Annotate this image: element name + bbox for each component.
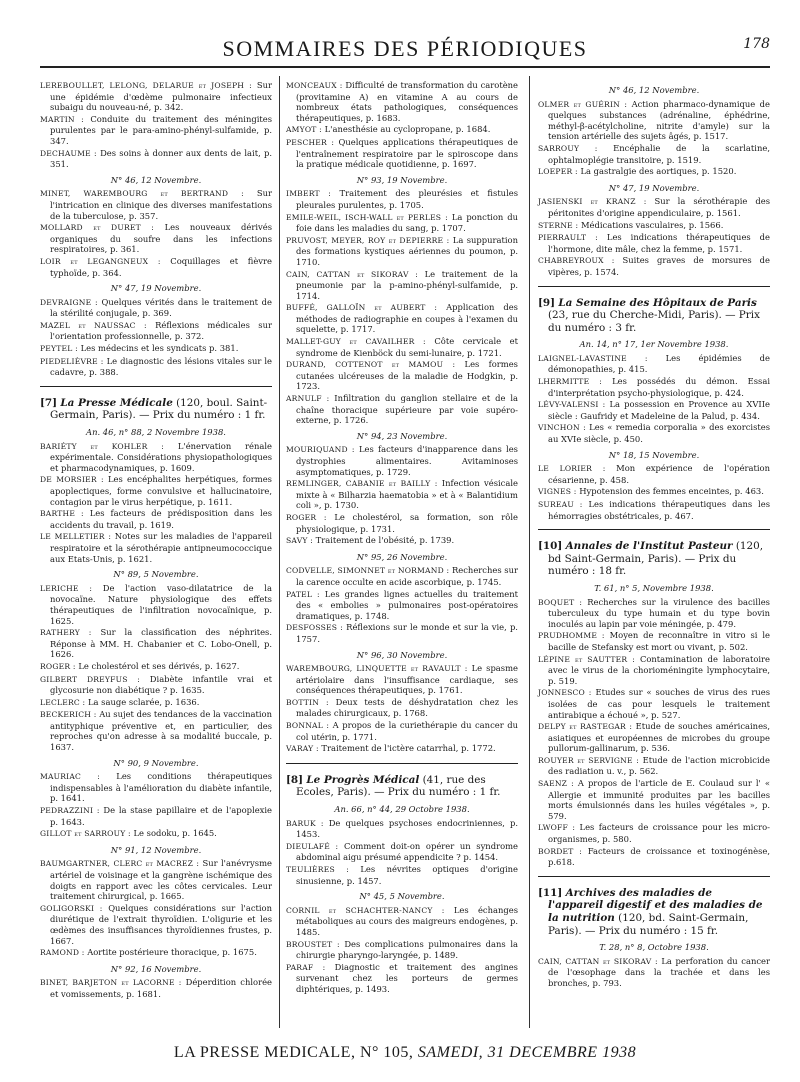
article-title: Diabète infantile vrai et glycosurie non diabétique ? p. 1635.: [50, 673, 272, 696]
issue-heading: N° 96, 30 Novembre.: [356, 649, 448, 660]
article-authors: BROUSTET :: [286, 939, 340, 949]
article-entry: [286, 697, 518, 719]
article-authors: LE MELLETIER :: [40, 532, 112, 542]
article-title: Quelques vérités dans le traitement de la stérilité conjugale, p. 369.: [50, 296, 272, 319]
journal-name: La Presse Médicale: [60, 396, 173, 409]
article-title: L'anesthésie au cyclopropane, p. 1684.: [324, 124, 491, 135]
article-authors: CAIN, CATTAN et SIKORAV :: [538, 956, 658, 966]
article-entry: [40, 222, 272, 255]
article-entry: [538, 399, 770, 421]
article-authors: SAVY :: [286, 536, 313, 546]
article-authors: CAIN, CATTAN et SIKORAV :: [286, 269, 418, 279]
article-authors: VINCHON :: [538, 423, 586, 433]
article-entry: [538, 422, 770, 444]
article-title: Recherches sur la virulence des bacilles tuberculeux du type humain et du type bovin inoculés au lapin par voie méningée, p. 479.: [548, 596, 770, 629]
article-entry: [538, 166, 770, 178]
issue-heading: N° 46, 12 Novembre.: [110, 174, 202, 185]
article-authors: LWOFF :: [538, 823, 576, 833]
article-authors: EMILE-WEIL, ISCH-WALL et PERLES :: [286, 212, 448, 222]
article-authors: DELPY et RASTEGAR :: [538, 722, 633, 732]
article-title: Les névrites optiques d'origine sinusienne, p. 1457.: [296, 864, 518, 886]
article-authors: PEDRAZZINI :: [40, 806, 100, 816]
article-authors: LOIR et LEGANGNEUX :: [40, 256, 161, 266]
article-entry: [286, 818, 518, 840]
page-footer: [40, 1044, 770, 1062]
article-authors: STERNE :: [538, 220, 579, 230]
article-title: Des soins à donner aux dents de lait, p. 351.: [50, 147, 273, 170]
journal-number: [8]: [286, 773, 304, 786]
article-entry: [286, 720, 518, 742]
article-entry: [538, 755, 770, 777]
issue-heading: N° 47, 19 Novembre.: [110, 283, 202, 294]
article-entry: [286, 302, 518, 335]
page-title: SOMMAIRES DES PÉRIODIQUES: [222, 36, 588, 61]
issue-heading: An. 46, n° 88, 2 Novembre 1938.: [86, 427, 226, 438]
journal-heading: [40, 397, 272, 422]
article-authors: BOTTIN :: [286, 697, 329, 707]
issue-heading: N° 95, 26 Novembre.: [356, 551, 448, 562]
article-title: La perforation du cancer de l'œsophage dans la trachée et dans les bronches, p. 793.: [548, 955, 770, 988]
article-authors: BUFFÉ, GALLOÏN et AUBERT :: [286, 303, 438, 313]
journal-details: (120, boul. Saint-Germain, Paris). — Prix du numéro : 1 fr.: [50, 396, 268, 422]
page-header: [40, 28, 770, 64]
article-authors: DURAND, COTTENOT et MAMOU :: [286, 360, 456, 370]
article-entry: [40, 947, 272, 959]
article-entry: [40, 80, 272, 113]
article-authors: BONNAL :: [286, 721, 330, 731]
column-divider: [529, 76, 530, 1028]
article-entry: [286, 841, 518, 863]
article-title: Suites graves de morsures de vipères, p. 1574.: [548, 255, 770, 277]
journal-heading: [538, 540, 770, 578]
article-title: Sur une épidémie d'œdème pulmonaire infectieux subaigu du nouveau-né, p. 342.: [50, 80, 272, 113]
article-entry: [286, 565, 518, 587]
article-entry: [286, 188, 518, 210]
journal-details: (120, bd. Saint-Germain, Paris). — Prix du numéro : 15 fr.: [548, 912, 749, 937]
article-entry: [538, 353, 770, 375]
article-entry: [286, 80, 518, 123]
article-authors: MONCEAUX :: [286, 81, 343, 90]
article-title: Infiltration du ganglion stellaire et de la chaîne thoracique supérieure par voie supéro-externe, p. 1726.: [296, 393, 518, 426]
journal-number: [7]: [40, 396, 58, 409]
article-entry: [40, 148, 272, 170]
column-divider: [279, 76, 280, 1028]
article-title: Facteurs de croissance et toxinogénèse, p.618.: [548, 845, 770, 868]
article-entry: [40, 661, 272, 673]
article-authors: LE LORIER :: [538, 464, 606, 474]
article-title: Les « remedia corporalia » des exorcistes au XVIe siècle, p. 450.: [548, 422, 771, 445]
article-entry: [40, 441, 272, 474]
article-title: De la stase papillaire et de l'apoplexie p. 1643.: [50, 805, 273, 827]
article-entry: [286, 864, 518, 886]
article-title: Etude de souches américaines, asiatiques et européennes de microbes du groupe pullorum-gallinarum, p. 536.: [548, 721, 770, 754]
issue-heading: An. 14, n° 17, 1er Novembre 1938.: [579, 339, 729, 350]
article-authors: WAREMBOURG, LINQUETTE et RAVAULT :: [286, 664, 468, 674]
article-entry: [286, 359, 518, 392]
issue-heading: T. 61, n° 5, Novembre 1938.: [594, 582, 714, 593]
journal-details: (23, rue du Cherche-Midi, Paris). — Prix du numéro : 3 fr.: [548, 309, 760, 334]
journal-number: [11]: [538, 886, 563, 899]
article-title: La gastralgie des aortiques, p. 1520.: [580, 166, 737, 177]
issue-heading: T. 28, n° 8, Octobre 1938.: [599, 942, 709, 953]
footer-date: SAMEDI, 31 DECEMBRE 1938: [417, 1044, 637, 1061]
article-title: Les grandes lignes actuelles du traitement des « embolies » pulmonaires post-opératoires dramatiques, p. 1748.: [296, 588, 518, 621]
article-authors: SARROUY :: [538, 143, 598, 153]
article-entry: [40, 508, 272, 530]
article-authors: PESCHER :: [286, 137, 335, 147]
article-entry: [286, 512, 518, 534]
article-authors: DE MORSIER :: [40, 475, 104, 485]
journal-details: (120, bd Saint-Germain, Paris). — Prix du numéro : 18 fr.: [548, 540, 764, 578]
article-authors: JASIENSKI et KRANZ :: [538, 197, 647, 207]
article-entry: [538, 220, 770, 232]
article-title: Coquillages et fièvre typhoïde, p. 364.: [50, 255, 272, 278]
article-entry: [538, 232, 770, 254]
article-authors: PARAF :: [286, 962, 326, 972]
article-title: Médications vasculaires, p. 1566.: [580, 219, 724, 230]
section-separator: [538, 876, 770, 877]
article-entry: [40, 903, 272, 946]
article-entry: [286, 336, 518, 358]
article-entry: [40, 977, 272, 999]
article-entry: [286, 589, 518, 622]
section-separator: [538, 529, 770, 530]
article-title: Réflexions médicales sur l'orientation professionnelle, p. 372.: [50, 319, 272, 342]
article-entry: [538, 654, 770, 687]
article-entry: [286, 393, 518, 426]
article-entry: [538, 486, 770, 498]
article-authors: PRUVOST, MEYER, ROY et DEPIERRE :: [286, 235, 450, 245]
article-title: Les indications thérapeutiques dans les hémorragies obstétricales, p. 467.: [548, 499, 770, 521]
article-entry: [538, 822, 770, 844]
article-entry: [40, 805, 272, 827]
journal-name: Archives des maladies de l'appareil digestif et des maladies de la nutrition: [548, 886, 763, 924]
issue-heading: N° 45, 5 Novembre.: [359, 891, 445, 902]
article-title: Le cholestérol, sa formation, son rôle physiologique, p. 1731.: [296, 511, 518, 534]
article-title: Réflexions sur le monde et sur la vie, p. 1757.: [296, 622, 518, 644]
issue-heading: N° 46, 12 Novembre.: [608, 85, 700, 95]
article-authors: OLMER et GUÉRIN :: [538, 99, 628, 109]
journal-number: [10]: [538, 540, 563, 553]
article-title: Deux tests de déshydratation chez les malades chirurgicaux, p. 1768.: [296, 696, 518, 719]
article-authors: BECKERICH :: [40, 710, 97, 720]
article-title: Le spasme artériolaire dans l'insuffisance cardiaque, ses conséquences thérapeutiques, p. 1761.: [296, 663, 518, 696]
article-entry: [286, 269, 518, 302]
article-entry: [286, 622, 518, 644]
article-title: La possession en Provence au XVIIe siècle : Gaufridy et Madeleine de la Palud, p. 434.: [548, 399, 771, 421]
article-entry: [40, 356, 272, 378]
article-entry: [40, 256, 272, 278]
article-title: Traitement de l'ictère catarrhal, p. 1772.: [321, 743, 496, 754]
issue-heading: N° 93, 19 Novembre.: [356, 174, 448, 185]
article-entry: [286, 905, 518, 938]
article-title: Etude de l'action microbicide des radiation u. v., p. 562.: [548, 754, 770, 777]
article-entry: [40, 583, 272, 626]
article-title: Sur la sérothérapie des péritonites d'origine appendiculaire, p. 1561.: [548, 196, 771, 218]
article-entry: [286, 743, 518, 755]
article-authors: AMYOT :: [286, 125, 322, 135]
article-title: Aortite postérieure thoracique, p. 1675.: [87, 947, 257, 958]
article-authors: MAURIAC :: [40, 772, 101, 782]
article-authors: GILLOT et SARROUY :: [40, 829, 131, 839]
article-title: Action pharmaco-dynamique de quelques substances (adrénaline, éphédrine, méthyl-β-acétylcholine, nitrite d'amyle) sur la tension artérielle des sujets âgés, p. 1517.: [548, 98, 770, 142]
article-authors: MOLLARD et DURET :: [40, 223, 155, 233]
article-entry: [538, 721, 770, 754]
article-title: Application des méthodes de radiographie en coupes à l'examen du squelette, p. 1717.: [296, 302, 518, 335]
issue-heading: N° 18, 15 Novembre.: [608, 449, 700, 460]
article-authors: LÉPINE et SAUTTER :: [538, 654, 635, 664]
issue-heading: N° 91, 12 Novembre.: [110, 844, 202, 855]
article-entry: [286, 137, 518, 170]
article-title: Le sodoku, p. 1645.: [133, 828, 217, 839]
article-authors: PEYTEL :: [40, 344, 78, 354]
article-authors: MARTIN :: [40, 114, 84, 124]
article-title: Déperdition chlorée et vomissements, p. 1681.: [50, 977, 272, 999]
article-authors: MINET, WAREMBOURG et BERTRAND :: [40, 189, 244, 199]
article-entry: [40, 320, 272, 342]
article-entry: [40, 858, 272, 901]
article-authors: CODVELLE, SIMONNET et NORMAND :: [286, 566, 450, 576]
article-title: Les facteurs d'inapparence dans les dystrophies alimentaires. Avitaminoses asymptomatiques, p. 1729.: [296, 444, 518, 477]
article-entry: [286, 235, 518, 268]
article-entry: [538, 630, 770, 652]
article-authors: SUREAU :: [538, 500, 583, 509]
issue-heading: N° 92, 16 Novembre.: [110, 963, 202, 974]
article-title: Traitement des pleurésies et fistules pleurales purulentes, p. 1705.: [296, 188, 519, 210]
article-entry: [40, 531, 272, 564]
article-title: Au sujet des tendances de la vaccination antityphique préventive et, en particulier, des reproches qu'on adresse à sa modalité buccale, p. 1637.: [50, 709, 272, 753]
article-title: Hypotension des femmes enceintes, p. 463.: [579, 486, 764, 497]
article-title: Comment doit-on opérer un syndrome abdominal aigu présumé appendicite ? p. 1454.: [296, 840, 519, 863]
issue-heading: An. 66, n° 44, 29 Octobre 1938.: [334, 804, 470, 815]
article-authors: ROGER :: [286, 512, 327, 522]
journal-name: Annales de l'Institut Pasteur: [565, 540, 733, 553]
article-entry: [538, 463, 770, 485]
section-separator: [538, 286, 770, 287]
article-title: Quelques considérations sur l'action diurétique de l'extrait thyroïdien. L'oligurie et les œdèmes des insuffisances thyroïdiennes frustes, p. 1667.: [50, 902, 272, 946]
article-authors: MALLET-GUY et CAVAILHER :: [286, 337, 426, 347]
article-authors: BARTHE :: [40, 509, 84, 519]
article-authors: DECHAUME :: [40, 148, 97, 158]
issue-heading: N° 47, 19 Novembre.: [608, 182, 700, 193]
article-entry: [286, 478, 518, 511]
section-separator: [40, 386, 272, 387]
article-title: Les possédés du démon. Essai d'interprétation psycho-physiologique, p. 424.: [548, 376, 770, 398]
article-title: A propos de la curiethérapie du cancer du col utérin, p. 1771.: [296, 720, 518, 742]
article-title: De quelques psychoses endocriniennes, p. 1453.: [296, 817, 519, 840]
article-entry: [286, 663, 518, 696]
article-authors: TEULIÈRES :: [286, 865, 349, 874]
article-title: La ponction du foie dans les maladies du sang, p. 1707.: [296, 211, 518, 234]
header-rule: [40, 66, 770, 68]
article-entry: [40, 771, 272, 804]
journal-number: [9]: [538, 296, 556, 309]
article-title: De l'action vaso-dilatatrice de la novocaïne. Nature physiologique des effets thérapeutiques de l'infiltration novocaïnique, p. 1625.: [50, 582, 272, 626]
journal-heading: [538, 887, 770, 937]
section-separator: [286, 763, 518, 764]
article-authors: MOURIQUAND :: [286, 445, 355, 455]
article-authors: DEVRAIGNE :: [40, 297, 98, 307]
article-authors: GOLIGORSKI :: [40, 903, 103, 913]
article-authors: CHABREYROUX :: [538, 256, 615, 266]
article-authors: BARIÉTY et KOHLER :: [40, 441, 165, 451]
article-entry: [40, 114, 272, 147]
article-authors: LERICHE :: [40, 583, 93, 593]
article-entry: [538, 499, 770, 521]
issue-heading: N° 90, 9 Novembre.: [113, 757, 199, 768]
article-authors: BARUK :: [286, 818, 324, 828]
article-authors: RATHERY :: [40, 628, 92, 638]
article-entry: [286, 212, 518, 234]
article-entry: [40, 474, 272, 507]
article-authors: PIERRAULT :: [538, 233, 598, 243]
article-title: Sur la classification des néphrites. Réponse à MM. H. Chabanier et C. Lobo-Onell, p. 1626.: [50, 627, 272, 660]
article-title: La suppuration des formations kystiques aériennes du poumon, p. 1710.: [296, 234, 518, 267]
article-authors: MAZEL et NAUSSAC :: [40, 320, 147, 330]
article-title: Le cholestérol et ses dérivés, p. 1627.: [78, 660, 240, 671]
article-entry: [286, 939, 518, 961]
column-right: [538, 80, 770, 990]
article-authors: RAMOND :: [40, 948, 85, 958]
article-entry: [40, 709, 272, 752]
article-authors: SAENZ :: [538, 779, 574, 789]
article-title: Diagnostic et traitement des angines survenant chez les porteurs de germes diphtériques, p. 1493.: [296, 961, 518, 994]
article-authors: CORNIL et SCHACHTER-NANCY :: [286, 905, 445, 915]
article-title: Des complications pulmonaires dans la chirurgie pharyngo-laryngée, p. 1489.: [296, 938, 518, 961]
article-entry: [40, 343, 272, 355]
article-authors: PRUDHOMME :: [538, 631, 605, 641]
article-authors: LHERMITTE :: [538, 377, 603, 387]
article-authors: PATEL :: [286, 589, 320, 599]
article-title: La sauge sclarée, p. 1636.: [87, 696, 200, 707]
article-entry: [40, 828, 272, 840]
article-authors: LEREBOULLET, LELONG, DELARUE et JOSEPH :: [40, 81, 252, 90]
article-title: Les nouveaux dérivés organiques du soufre dans les infections respiratoires, p. 361.: [50, 222, 272, 255]
article-authors: LECLERC :: [40, 697, 86, 707]
article-authors: ROUYER et SERVIGNE :: [538, 755, 640, 765]
article-entry: [286, 535, 518, 547]
article-entry: [538, 597, 770, 630]
footer-number: N° 105,: [359, 1044, 414, 1061]
article-title: A propos de l'article de E. Coulaud sur l' « Allergie et immunité produites par les bacilles morts émulsionnés dans les huiles végétales », p. 579.: [548, 778, 770, 821]
article-entry: [40, 188, 272, 221]
article-title: Côte cervicale et syndrome de Kienböck du semi-lunaire, p. 1721.: [296, 336, 518, 358]
article-title: Les encéphalites herpétiques, formes apoplectiques, forme convulsive et hallucinatoire, contagion par le virus herpétique, p. 1611.: [50, 474, 272, 507]
article-authors: PIEDELIÈVRE :: [40, 356, 104, 366]
column-left: [40, 80, 272, 1001]
article-title: Notes sur les maladies de l'appareil respiratoire et la sérothérapie antipneumococcique aux Etats-Unis, p. 1621.: [50, 531, 272, 564]
article-title: Quelques applications thérapeutiques de l'entraînement respiratoire par le spiroscope dans la pratique médicale quotidienne, p. 1697.: [296, 136, 518, 170]
article-authors: VARAY :: [286, 744, 319, 754]
article-authors: DESFOSSES :: [286, 623, 343, 633]
article-entry: [40, 674, 272, 696]
article-title: Les médecins et les syndicats p. 381.: [80, 343, 239, 354]
article-authors: LAIGNEL-LAVASTINE :: [538, 353, 648, 363]
journal-details: (41, rue des Ecoles, Paris). — Prix du numéro : 1 fr.: [296, 773, 501, 799]
article-authors: ARNULF :: [286, 394, 330, 404]
article-entry: [40, 297, 272, 319]
article-entry: [538, 376, 770, 398]
article-title: Sur l'anévrysme artériel de voisinage et la gangrène ischémique des doigts en rapport avec les côtes cervicales. Leur traitement chirurgical, p. 1665.: [50, 858, 272, 902]
article-title: Difficulté de transformation du carotène (provitamine A) en vitamine A au cours de nombreux états pathologiques, conséquences thérapeutiques, p. 1683.: [296, 80, 518, 123]
article-entry: [538, 255, 770, 277]
article-entry: [538, 196, 770, 218]
article-title: Conduite du traitement des méningites purulentes par le para-amino-phényl-sulfamide, p. 347.: [50, 113, 272, 146]
article-authors: ROGER :: [40, 661, 76, 671]
article-title: Les indications thérapeutiques de l'hormone, dite mâle, chez la femme, p. 1571.: [548, 232, 770, 254]
article-authors: LOEPER :: [538, 167, 578, 177]
article-authors: BINET, BARJETON et LACORNE :: [40, 978, 182, 988]
article-authors: BOQUET :: [538, 597, 583, 607]
article-authors: VIGNES :: [538, 487, 577, 497]
article-authors: IMBERT :: [286, 189, 331, 199]
article-authors: LÉVY-VALENSI :: [538, 400, 606, 410]
journal-heading: [286, 774, 518, 799]
article-title: Etudes sur « souches de virus des rues isolées de cas pour lesquels le traitement antirabique a échoué », p. 527.: [548, 687, 770, 720]
column-middle: [286, 80, 518, 996]
footer-journal: LA PRESSE MEDICALE,: [173, 1044, 356, 1061]
article-title: Les conditions thérapeutiques indispensables à l'amélioration du diabète infantile, p. 1641.: [50, 771, 272, 804]
article-title: Les épidémies de démonopathies, p. 415.: [548, 352, 770, 375]
article-title: Les facteurs de croissance pour les micro-organismes, p. 580.: [548, 822, 770, 845]
article-title: Traitement de l'obésité, p. 1739.: [315, 535, 455, 546]
article-title: Encéphalie de la scarlatine, ophtalmoplégie transitoire, p. 1519.: [548, 142, 770, 165]
article-entry: [286, 962, 518, 995]
article-entry: [40, 697, 272, 709]
article-authors: DIEULAFÉ :: [286, 841, 339, 851]
article-entry: [538, 687, 770, 720]
article-authors: REMLINGER, CABANIE et BAILLY :: [286, 479, 438, 489]
article-authors: GILBERT DREYFUS :: [40, 674, 141, 684]
article-entry: [40, 627, 272, 660]
article-title: Sur l'intrication en clinique des diverses manifestations de la tuberculose, p. 357.: [50, 188, 272, 221]
article-title: Les facteurs de prédisposition dans les accidents du travail, p. 1619.: [50, 508, 272, 530]
article-entry: [538, 778, 770, 821]
article-authors: BAUMGARTNER, CLERC et MACREZ :: [40, 859, 200, 869]
article-title: Contamination de laboratoire avec le virus de la chorioméningite lymphocytaire, p. 519.: [548, 653, 770, 686]
article-entry: [538, 956, 770, 989]
article-title: Infection vésicale mixte à « Bilharzia haematobia » et à « Balantidium coli », p. 1730.: [296, 478, 518, 511]
article-entry: [286, 444, 518, 477]
article-title: Recherches sur la carence occulte en acide ascorbique, p. 1745.: [296, 565, 518, 587]
article-entry: [286, 124, 518, 136]
article-authors: JONNESCO :: [538, 688, 592, 698]
article-title: Le diagnostic des lésions vitales sur le cadavre, p. 388.: [50, 355, 272, 378]
article-title: Les échanges métaboliques au cours des maigreurs endogènes, p. 1485.: [296, 904, 518, 937]
issue-heading: N° 89, 5 Novembre.: [113, 569, 199, 580]
issue-heading: N° 94, 23 Novembre.: [356, 430, 448, 441]
article-title: Moyen de reconnaître in vitro si le bacille de Stefansky est mort ou vivant, p. 502.: [548, 630, 770, 652]
article-entry: [538, 99, 770, 142]
journal-name: La Semaine des Hôpitaux de Paris: [558, 296, 757, 309]
article-title: Les formes cutanées ulcéreuses de la maladie de Hodgkin, p. 1723.: [296, 359, 518, 392]
article-entry: [538, 846, 770, 868]
journal-name: Le Progrès Médical: [306, 773, 420, 786]
article-authors: BORDET :: [538, 846, 582, 856]
journal-heading: [538, 297, 770, 335]
article-title: Mon expérience de l'opération césarienne, p. 458.: [548, 463, 770, 485]
article-entry: [538, 143, 770, 165]
article-title: Le traitement de la pneumonie par la p-amino-phényl-sulfamide, p. 1714.: [296, 268, 518, 301]
page-number: 178: [743, 36, 770, 52]
article-title: L'énervation rénale expérimentale. Considérations physiopathologiques et pharmacodynamiques, p. 1609.: [50, 440, 273, 473]
